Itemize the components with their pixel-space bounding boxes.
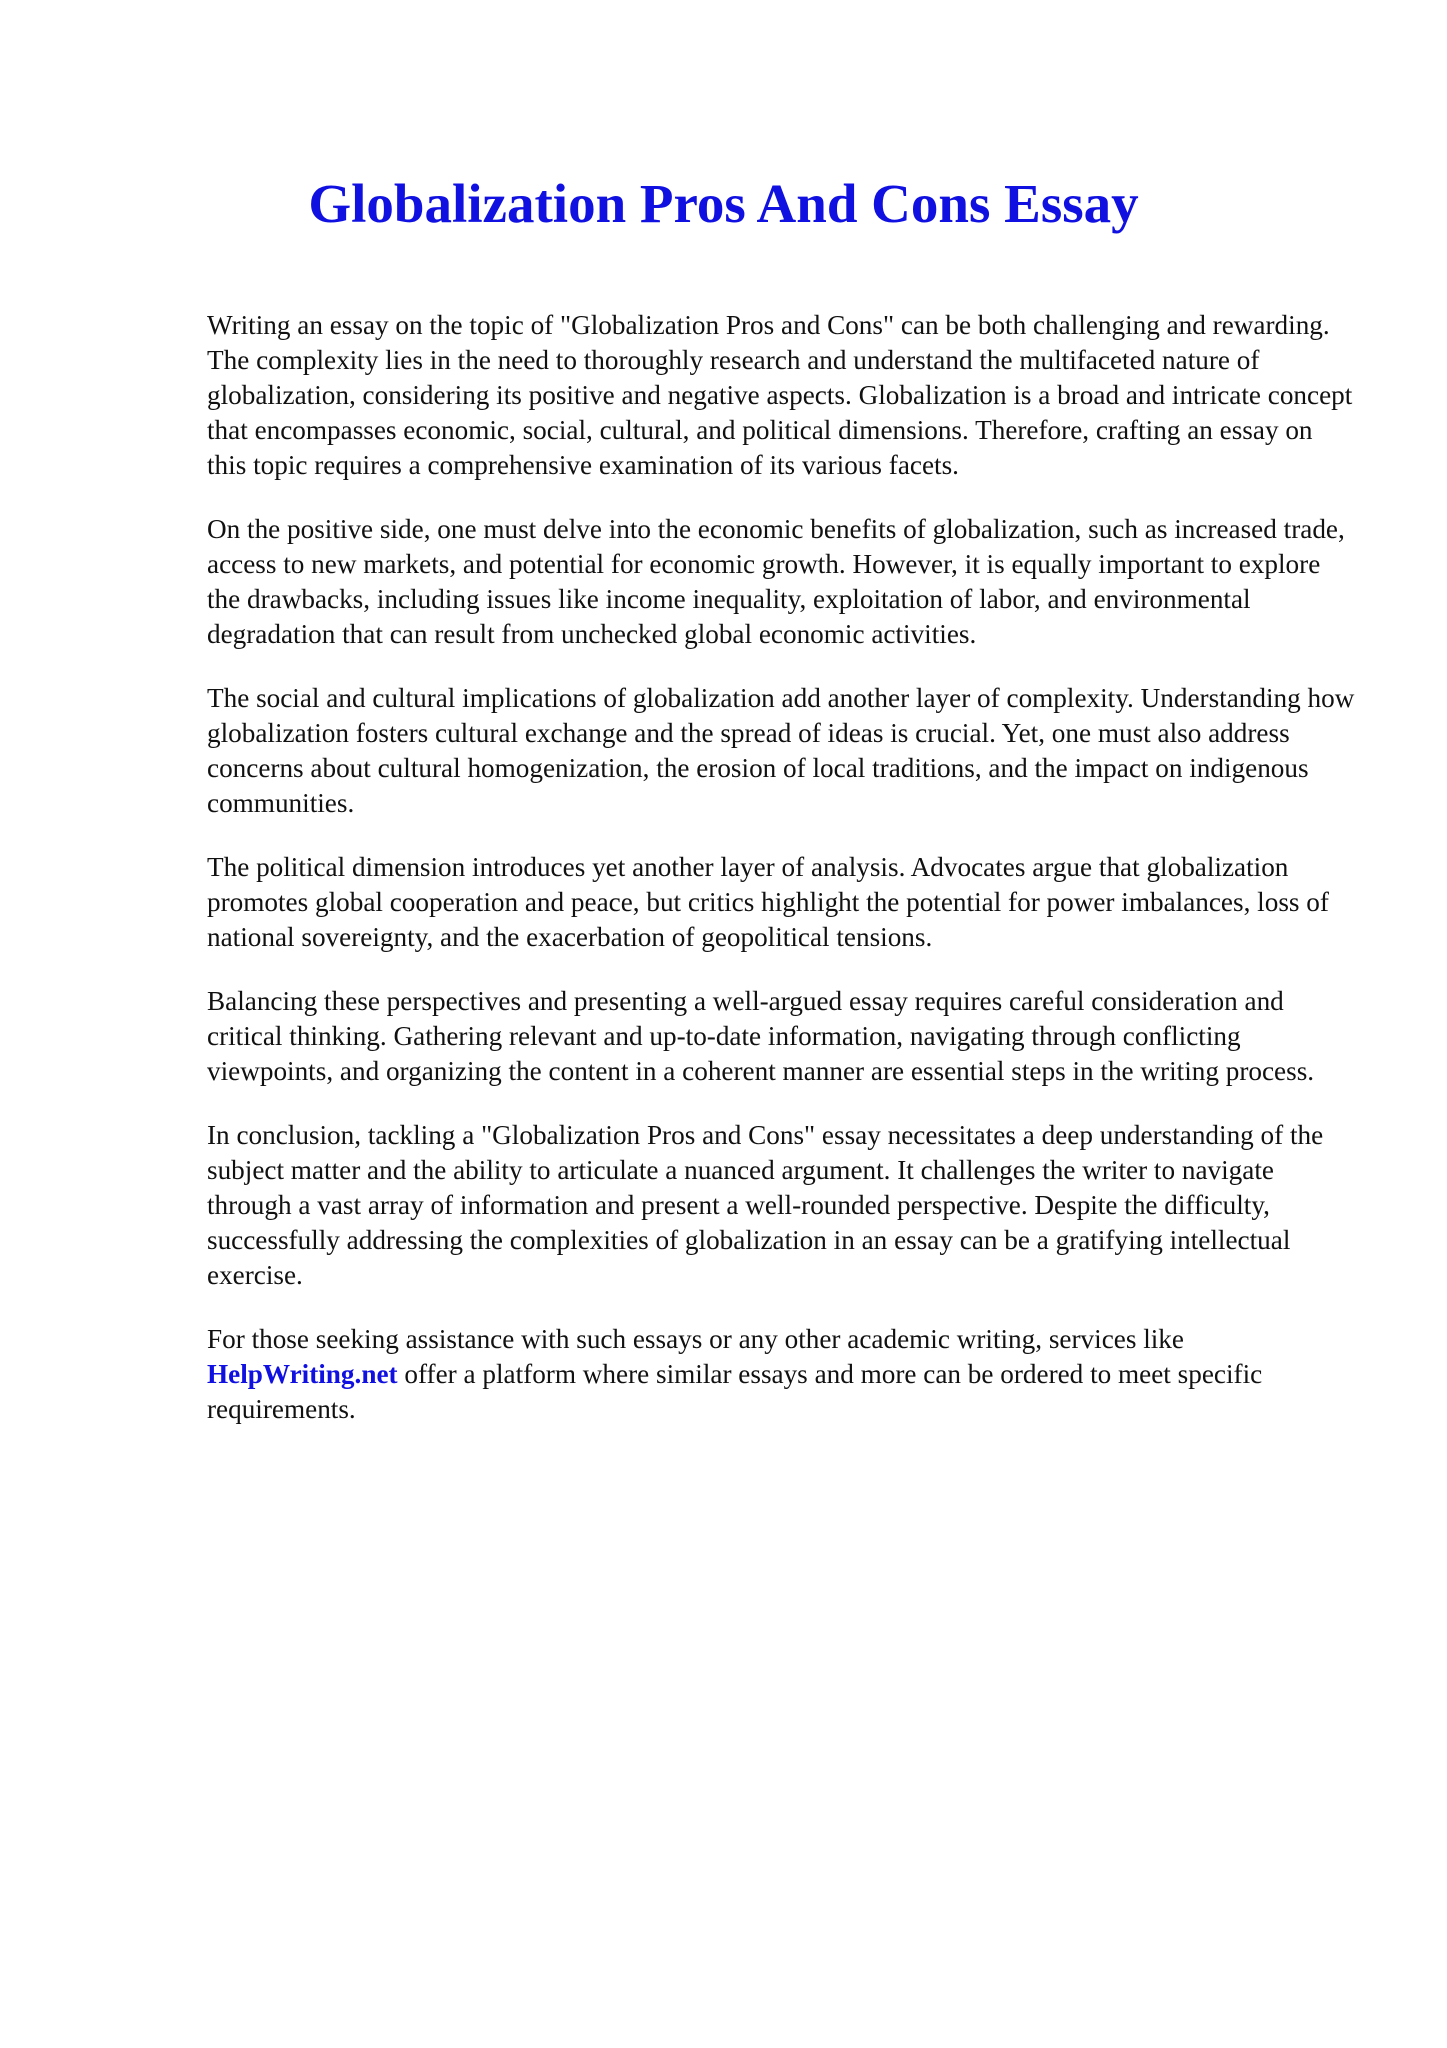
paragraph: Balancing these perspectives and presenting a well-argued essay requires careful consideration and critical thinking. Gathering relevant and up-to-date information, navigating through conflicting viewpoints, and organizing the content in a coherent manner are essential steps in the writing process. <box>207 986 1315 1086</box>
paragraph: The political dimension introduces yet another layer of analysis. Advocates argue that globalization promotes global cooperation and peace, but critics highlight the potential for power imbalances, loss of national sovereignty, and the exacerbation of geopolitical tensions. <box>207 852 1329 952</box>
helpwriting-link[interactable]: HelpWriting.net <box>207 1359 398 1389</box>
paragraph: The social and cultural implications of globalization add another layer of complexity. Understanding how globalization fosters cultural exchange and the spread of ideas is crucial. Yet, one must also address concerns about cultural homogenization, the erosion of local traditions, and the impact on indigenous communities. <box>207 683 1355 818</box>
essay-body <box>207 308 1357 1456</box>
page-title: Globalization Pros And Cons Essay <box>308 173 1139 234</box>
paragraph: On the positive side, one must delve into the economic benefits of globalization, such as increased trade, access to new markets, and potential for economic growth. However, it is equally important to explore the drawbacks, including issues like income inequality, exploitation of labor, and environmental degradation that can result from unchecked global economic activities. <box>207 514 1345 649</box>
paragraph: Writing an essay on the topic of "Globalization Pros and Cons" can be both challenging and rewarding. The complexity lies in the need to thoroughly research and understand the multifaceted nature of globalization, considering its positive and negative aspects. Globalization is a broad and intricate concept that encompasses economic, social, cultural, and political dimensions. Therefore, crafting an essay on this topic requires a comprehensive examination of its various facets. <box>207 310 1353 480</box>
final-paragraph <box>207 1322 1357 1427</box>
paragraph: In conclusion, tackling a "Globalization Pros and Cons" essay necessitates a deep understanding of the subject matter and the ability to articulate a nuanced argument. It challenges the writer to navigate through a vast array of information and present a well-rounded perspective. Despite the difficulty, successfully addressing the complexities of globalization in an essay can be a gratifying intellectual exercise. <box>207 1120 1324 1290</box>
final-text-before: For those seeking assistance with such essays or any other academic writing, services like <box>207 1324 1184 1354</box>
final-text-after: offer a platform where similar essays and more can be ordered to meet specific requirements. <box>207 1359 1263 1424</box>
